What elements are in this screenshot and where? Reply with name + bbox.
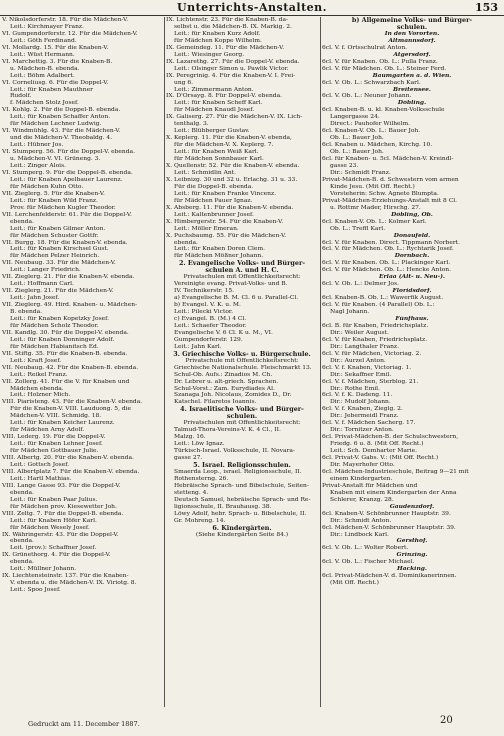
text-line: Gr. Mohreng. 14. bbox=[174, 517, 226, 524]
text-line: VIII. Albertg. 20. Für die Knaben-V. ebenda. bbox=[2, 455, 134, 462]
section-heading: schulen. bbox=[226, 413, 258, 421]
text-line: Knaben mit einem Kindergarten der Anna bbox=[330, 489, 457, 496]
text-line: VIII. Albertplatz 7. Für die Knaben-V. ebenda. bbox=[2, 468, 140, 475]
text-line: Leit.: Hoffmann Carl. bbox=[10, 281, 74, 288]
text-line: (Siehe Kindergärten Seite 84.) bbox=[195, 531, 289, 538]
text-line: Leit.: Hübner Jos. bbox=[10, 142, 64, 149]
text-line: 6cl. V. f. Ortsschulrat Anton. bbox=[322, 44, 408, 51]
text-line: Leit.: Böhm Adalbert. bbox=[10, 72, 75, 79]
text-line: Mädchen ebenda. bbox=[10, 385, 64, 392]
text-line: 6cl. V. Ob. L.: Delmer Jos. bbox=[322, 281, 399, 288]
text-line: Leit.: Göth Ferdinand. bbox=[10, 37, 77, 44]
text-line: Leit.: für Knaben Scheff Karl. bbox=[174, 100, 263, 107]
text-line: Langergasse 24. bbox=[330, 114, 380, 121]
text-line: VIII. Zeltg. 7. Für die Doppel-B. ebenda. bbox=[2, 510, 124, 517]
text-line: 6cl. V. Ob. L.: Fischer Michael. bbox=[322, 559, 415, 566]
text-line: für Mädchen Schuster Gottfr. bbox=[10, 232, 99, 239]
text-line: 6cl. Knaben u. Mädchen, Kirchg. 10. bbox=[322, 142, 433, 149]
section-heading: Gaudenzdorf. bbox=[389, 503, 435, 510]
section-heading: Dornbach. bbox=[394, 253, 430, 260]
text-line: Hebräische Sprach- und Bibelschule, Seiten- bbox=[174, 482, 309, 489]
text-line: Dir. Mayerhofer Otto. bbox=[330, 462, 395, 468]
text-line: Leit.: für Knaben Weiß Karl. bbox=[174, 149, 259, 156]
text-line: Dir.: Schmidt Franz. bbox=[330, 169, 391, 176]
text-line: VIII. Piaristeng. 43. Für die Knaben-V. ebenda. bbox=[2, 399, 143, 406]
text-line: für Mädchen Pauer Ignaz. bbox=[174, 197, 253, 204]
text-line: c) Evangel. B. (M.) 4 Cl. bbox=[174, 315, 247, 322]
text-line: Leit.: für Knaben Wild Franz. bbox=[10, 197, 98, 204]
text-line: Für die Knaben-V. VIII. Lauduong. 5, die bbox=[10, 406, 132, 413]
text-line: Leit.: Zinger Alois. bbox=[10, 163, 67, 170]
text-line: IX. Währingerstr. 43. Für die Doppel-V. bbox=[2, 531, 119, 538]
text-line: VI. Windmühlg. 43. Für die Mädchen-V. bbox=[2, 128, 121, 135]
section-heading: Atgersdorf. bbox=[393, 51, 431, 58]
page-number: 153 bbox=[475, 1, 498, 14]
text-line: 6cl. V. f. Knaben, Victoriag. 1. bbox=[322, 364, 412, 371]
text-line: 6cl. V. Ob. L.: Schwarzbach Karl. bbox=[322, 79, 421, 86]
text-line: 6cl. Knaben-V. Schönbrunner Hauptstr. 39. bbox=[322, 510, 451, 517]
text-line: VII. Lerchenfelderstr. 61. Für die Doppel-V. bbox=[2, 211, 132, 218]
text-line: 6cl. V. f. K. Dadeng. 11. bbox=[322, 392, 393, 399]
section-heading: Döbling. bbox=[397, 100, 427, 107]
print-date: Gedruckt am 11. December 1887. bbox=[28, 720, 140, 728]
text-line: Leit.: für Knaben Höfer Karl. bbox=[10, 517, 97, 524]
text-line: Leit.: für Knaben Kirschsel Gust. bbox=[10, 246, 109, 253]
text-line: 6cl. V. für Knaben. (4 Parallel) Ob. L.: bbox=[322, 302, 435, 309]
text-line: f. Mädchen Stolz Josef. bbox=[10, 100, 79, 107]
text-line: Dir.: Lindbock Karl. bbox=[330, 531, 389, 538]
text-line: 6cl. Knaben-B. u. kl. Knaben-Volksschule bbox=[322, 107, 445, 114]
text-line: einem Kindergarten. bbox=[330, 475, 393, 482]
text-line: Leit.: für Knaben Gilmer Anton. bbox=[10, 225, 106, 232]
text-line: VII. Stiftg. 35. Für die Knaben-B. ebenda. bbox=[2, 350, 128, 357]
text-line: Leit.: Zimmermann Anton. bbox=[174, 86, 254, 93]
section-heading: Fünfhaus. bbox=[395, 315, 429, 322]
text-line: 6cl. Mädchen-Industrieschule, Beitrag 9—21 mit bbox=[322, 468, 469, 475]
text-line: V. Nikolsdorferstr. 18. Für die Mädchen-V. bbox=[2, 17, 129, 23]
text-line: Friedg. 6 u. 8. (Mit Off. Recht.) bbox=[330, 441, 424, 448]
text-line: selbst u. die Mädchen-B. IX. Markig. 2. bbox=[174, 23, 292, 30]
section-heading: Erlaa (Alt- u. Neu-). bbox=[379, 274, 445, 281]
text-line: VI. Gumpendorferstr. 12. Für die Mädchen-V. bbox=[2, 30, 138, 37]
text-line: Leit.: Reikel Franz. bbox=[10, 371, 68, 378]
text-line: VI. Marchettig. 3. Für die Knaben-B. bbox=[2, 58, 113, 65]
section-heading: Floridsdorf. bbox=[392, 288, 432, 295]
section-heading: Grinzing. bbox=[396, 552, 428, 559]
text-line: Direct.: Pauhofer Wilhelm. bbox=[330, 121, 410, 128]
text-line: IX. Lichtenstr. 23. Für die Knaben-B. da- bbox=[166, 17, 288, 23]
column-divider bbox=[320, 17, 321, 707]
text-line: Dir.: Weiler August. bbox=[330, 329, 389, 336]
section-heading: 3. Griechische Volks- u. Bürgerschule. bbox=[173, 350, 311, 358]
text-line: ebenda. bbox=[10, 538, 34, 545]
text-line: VII. Zieglerg. 5. Für die Knaben-V. bbox=[2, 190, 105, 197]
text-line: Dir.: Mudolf Johann. bbox=[330, 399, 391, 406]
text-line: ebenda. bbox=[10, 218, 34, 225]
section-heading: Donaufeld. bbox=[393, 232, 431, 239]
text-line: für Mädchen Gottbauer Julie. bbox=[10, 448, 99, 455]
text-line: Smaerda Leop., israel. Religionsschule, II. bbox=[174, 468, 302, 475]
text-line: Malzg. 16. bbox=[174, 434, 206, 441]
text-line: Dir.: Langthaler Franz. bbox=[330, 343, 399, 350]
text-line: Leit.: Spoo Josef. bbox=[10, 587, 61, 594]
text-line: für Mädchen Mößner Johann. bbox=[174, 253, 264, 260]
text-line: 6cl. V. Ob. L.: Neuner Johann. bbox=[322, 93, 412, 100]
text-line: IX. Liechtensteinstr. 137. Für die Knaben- bbox=[2, 573, 129, 580]
text-line: Leit.: für Knaben Paar Julius. bbox=[10, 496, 98, 503]
text-line: Leit.: Holzner Mich. bbox=[10, 392, 71, 399]
text-line: Leit.: Wiesinger Georg. bbox=[174, 51, 245, 58]
text-line: IX. Galiserg. 27. Für die Mädchen-V. IX. Lich- bbox=[166, 114, 303, 121]
text-line: X. Leibnizg. 30 und 32 u. Erlachg. 31 u. 33. bbox=[166, 176, 298, 183]
text-line: für Mädchen Wesely Josef. bbox=[10, 524, 90, 531]
text-line: u. Mädchen-V. VI. Grüneng. 3. bbox=[10, 156, 101, 163]
section-heading: schulen A. und H. C. bbox=[205, 267, 279, 275]
text-line: X. Puchsbaumg. 55. Für die Mädchen-V. bbox=[166, 232, 287, 239]
text-line: Privat-Anstalt für Mädchen und bbox=[322, 482, 418, 489]
text-line: Leit.: Hartl Mathias. bbox=[10, 475, 72, 482]
text-line: Dir.: Rothe Emil. bbox=[330, 385, 380, 392]
text-line: Prov. für Mädchen Kugler Theodor. bbox=[10, 204, 116, 211]
text-line: 6cl. Knaben-V. Ob. L.: Bauer Joh. bbox=[322, 128, 421, 135]
page-title: Unterrichts-Anstalten. bbox=[177, 1, 327, 14]
text-line: Leit.: Wüst Hermann. bbox=[10, 51, 75, 58]
text-line: Leit.: für Knaben Apelbauer Laurenz. bbox=[10, 176, 123, 183]
text-line: 6cl. V. für Mädchen. Ob. L.: Rychtarik Josef. bbox=[322, 246, 454, 253]
page-header bbox=[0, 1, 504, 15]
text-line: Leit.: für Knaben Kurz Adolf. bbox=[174, 30, 261, 37]
text-line: IX. Grünethorg. 4. Für die Doppel-V. bbox=[2, 552, 111, 559]
text-line: IX. Lazarethg. 27. Für die Doppel-V. ebenda. bbox=[166, 58, 300, 65]
text-line: ebenda. bbox=[174, 239, 198, 246]
section-heading: schulen. bbox=[396, 23, 428, 31]
text-line: VII. Zieglerg. 21. Für die Knaben-V. ebenda. bbox=[2, 274, 135, 281]
text-line: für Mädchen Pelzer Heinrich. bbox=[10, 253, 100, 260]
section-heading: Altmannsdorf. bbox=[388, 37, 436, 44]
text-line: 6cl. V. für Knaben. Ob. L.: Plackinger Karl. bbox=[322, 260, 451, 267]
text-line: VIII. Lange Gasse 93. Für die Doppel-V. bbox=[2, 482, 121, 489]
text-line: Talmud-Thora-Vereins-V. K. 4 Cl., II. bbox=[174, 427, 281, 434]
text-line: Deutsch Samuel, hebräische Sprach- und Re- bbox=[174, 496, 311, 503]
text-line: gasse 23. bbox=[330, 163, 359, 170]
text-line: Schul-Ob. Aufs.: Zinadios M. Ch. bbox=[174, 371, 273, 378]
text-line: a) Evangelische B. M. Cl. 6 u. Parallel-Cl. bbox=[174, 295, 299, 302]
text-line: Rothensterng. 26. bbox=[174, 475, 229, 482]
text-line: Rudolf. bbox=[10, 93, 32, 100]
text-line: Leit.: für Knaben Doren Clem. bbox=[174, 246, 265, 253]
text-line: Schlerer, Kranzg. 28. bbox=[330, 496, 394, 503]
text-line: VI. Kohlg. 2. Für die Doppel-B. ebenda. bbox=[2, 107, 121, 114]
text-line: ebenda. bbox=[10, 559, 34, 566]
text-line: ebenda. bbox=[10, 489, 34, 496]
text-line: IV. Technikerstr. 15. bbox=[174, 288, 235, 295]
text-line: Leit.: Gottsch Josef. bbox=[10, 462, 70, 468]
text-line: 6cl. Privat-Mädchen-V. d. Dominikanerinnen. bbox=[322, 573, 457, 580]
text-line: Leit.: Müllner Johann. bbox=[10, 566, 77, 573]
section-heading: b) Allgemeine Volks- und Bürger- bbox=[351, 17, 473, 24]
text-line: 6cl. V. für Mädchen. Ob. L.: Steiner Ferd. bbox=[322, 65, 447, 72]
text-line: VII. Zieglerg. 49. Hird. Knaben- u. Mädchen- bbox=[2, 302, 138, 309]
text-line: X. Absberg. 11. Für die Knaben-V. ebenda. bbox=[166, 204, 294, 211]
text-line: gasse 27. bbox=[174, 455, 203, 462]
text-line: 6cl. B. für Knaben, Friedrichsplatz. bbox=[322, 322, 429, 329]
section-heading: 2. Evangelische Volks- und Bürger- bbox=[178, 260, 305, 268]
text-line: Leit.: Pilecki Victor. bbox=[174, 309, 233, 316]
text-line: ung 6. bbox=[174, 79, 194, 86]
text-line: für Mädchen Kuhn Otto. bbox=[10, 183, 84, 190]
text-line: Leit.: für Knaben Donninger Adolf. bbox=[10, 336, 115, 343]
text-line: für Mädchen Scholz Theodor. bbox=[10, 322, 99, 329]
text-line: Leit.: Schmidlin Ant. bbox=[174, 169, 236, 176]
text-line: 6cl. für Knaben- u. 5cl. Mädchen-V. Kreindl- bbox=[322, 156, 454, 163]
text-line: Leit.: Langer Friedrich. bbox=[10, 267, 81, 274]
section-heading: 6. Kindergärten. bbox=[212, 524, 272, 532]
text-line: VII. Kandlg. 30. Für die Doppel-V. ebenda. bbox=[2, 329, 129, 336]
text-line: 6cl. V. f. Knaben, Zieglg. 2. bbox=[322, 406, 403, 413]
text-line: und die Mädchen-V. Theobaldg. 4. bbox=[10, 135, 113, 142]
text-line: Leit.: für Knaben Franke Vincenz. bbox=[174, 190, 276, 197]
text-line: tenthalg. 3. bbox=[174, 121, 209, 128]
text-line: VII. Burgg. 18. Für die Knaben-V. ebenda. bbox=[2, 239, 128, 246]
text-line: Leit.: für Knaben Keicher Laurenz. bbox=[10, 420, 115, 427]
section-heading: 4. Israelitische Volks- und Bürger- bbox=[180, 406, 304, 414]
text-line: stetteng. 4. bbox=[174, 489, 209, 496]
text-line: IX. Peregrinig. 4. Für die Knaben-V. I. Frei- bbox=[166, 72, 296, 79]
text-line: Leit.: Olsinger Simon u. Pawlik Victor. bbox=[174, 65, 289, 72]
text-line: Leit.: für Knaben Kopetzky Josef. bbox=[10, 315, 109, 322]
text-line: Leit.: Jahn Josef. bbox=[10, 295, 60, 302]
text-line: X. Quellenstr. 52. Für die Knaben-V. ebenda. bbox=[166, 163, 300, 170]
text-line: VI. Mollardg. 15. Für die Knaben-V. bbox=[2, 44, 109, 51]
text-line: Katschel. Filaretos Ioannis. bbox=[174, 399, 257, 406]
text-line: Mädchen-V. VIII. Schmidg. 18. bbox=[10, 413, 102, 420]
section-heading: Gersthof. bbox=[396, 538, 428, 545]
text-line: für Mädchen Sonnbauer Karl. bbox=[174, 156, 264, 163]
text-line: Leit.: Möller Emeran. bbox=[174, 225, 239, 232]
text-line: für Mädchen Lechner Ludwig. bbox=[10, 121, 102, 128]
text-line: Leit.: Kaltenbrunner Josef. bbox=[174, 211, 254, 218]
text-column-3 bbox=[322, 17, 502, 707]
section-heading: Döbling, Ob. bbox=[391, 211, 433, 218]
text-line: 6cl. Knaben-V. Ob. L.: Kolmer Karl. bbox=[322, 218, 427, 225]
text-line: Privat-Mädchen-Erziehungs-Anstalt mit 8 Cl. bbox=[322, 197, 458, 204]
text-line: VI. Stumperg. 9. Für die Doppel-B. ebenda. bbox=[2, 169, 133, 176]
text-line: Dr. Lebrer u. alt-griech. Sprachen. bbox=[174, 378, 279, 385]
text-line: VII. Zollerg. 41. Für die V. für Knaben und bbox=[2, 378, 130, 385]
text-line: 6cl. V. Ob. L.: Wolter Robert. bbox=[322, 545, 409, 552]
text-line: 6cl. Mädchen-V. Schönbrunner Hauptstr. 39. bbox=[322, 524, 456, 531]
text-line: Leit.: für Knaben Mauthner bbox=[10, 86, 93, 93]
section-heading: In den Vororten. bbox=[384, 30, 440, 37]
text-line: (Mit Öff. Recht.) bbox=[330, 580, 379, 587]
text-line: Privatschulen mit Öffentlichkeitsrecht: bbox=[183, 420, 301, 427]
text-line: 6cl. V. für Mädchen, Victoriag. 2. bbox=[322, 350, 422, 357]
text-line: B. ebenda. bbox=[10, 309, 43, 316]
text-line: für Mädchen Habianitsch Ed. bbox=[10, 343, 99, 350]
text-column-1 bbox=[2, 17, 162, 707]
text-line: V. ebenda u. die Mädchen-V. IX. Viriotg. 8. bbox=[10, 580, 137, 587]
text-line: VII. Neubaug. 33. Für die Mädchen-V. bbox=[2, 260, 116, 267]
text-line: Leit.: für Knaben Lehner Josef. bbox=[10, 441, 103, 448]
text-line: für Mädchen Koppe Wilhelm. bbox=[174, 37, 262, 44]
text-line: 6cl. V. für Knaben, Friedrichsplatz. bbox=[322, 336, 428, 343]
text-line: X. Keplerg. 11. Für die Knaben-V. ebenda, bbox=[166, 135, 292, 142]
text-line: Leit.: Löw Ignaz. bbox=[174, 441, 225, 448]
section-heading: Breitensee. bbox=[393, 86, 431, 93]
text-line: Vorsteherin: Schw. Agnete Blumpta. bbox=[330, 190, 439, 197]
text-line: 6cl. Privat-V. Gabs. V.: (Mit Off. Recht.) bbox=[322, 455, 439, 462]
text-line: 6cl. Knaben-B. Ob. L.: Wawerfik August. bbox=[322, 295, 444, 302]
text-line: u. Mädchen-B. ebenda. bbox=[10, 65, 80, 72]
text-line: VI. Stumperg. 56. Für die Doppel-V. ebenda. bbox=[2, 149, 135, 156]
text-line: Leit.: Blübberger Gustav. bbox=[174, 128, 250, 135]
text-line: für Mädchen prov. Kiesewetter Joh. bbox=[10, 503, 117, 510]
signature-number: 20 bbox=[440, 715, 453, 726]
text-line: IX. Gemeindeg. 11. Für die Mädchen-V. bbox=[166, 44, 285, 51]
header-rule bbox=[0, 15, 504, 16]
text-line: Für die Doppel-B. ebenda. bbox=[174, 183, 254, 190]
text-line: 6cl. V. für Knaben. Ob. L.: Pulla Franz. bbox=[322, 58, 438, 65]
text-line: Ob. L.: Bauer Joh. bbox=[330, 149, 384, 156]
text-line: Gumpendorferstr. 129. bbox=[174, 336, 243, 343]
text-line: Nagl Johann. bbox=[330, 309, 370, 316]
text-line: Dir.: Tornitzer Anton. bbox=[330, 427, 394, 434]
text-line: Ob. L.: Treffl Karl. bbox=[330, 225, 386, 232]
text-line: 6cl. V. für Knaben. Direct. Tippmann Norbert. bbox=[322, 239, 460, 246]
text-line: für die Mädchen-V. X. Keplerg. 7. bbox=[174, 142, 274, 149]
text-line: Evangelische V. 6 Cl. K u. M., VI. bbox=[174, 329, 273, 336]
column-divider bbox=[164, 17, 165, 707]
text-line: ligionsschule, II. Brauhausg. 38. bbox=[174, 503, 272, 510]
text-line: Dir.: Sekaffner Emil. bbox=[330, 371, 392, 378]
text-line: Szanaga Joh. Nicolaus, Zomides D., Dr. bbox=[174, 392, 292, 399]
text-line: 6cl. V. f. Mädchen, Sterblog. 21. bbox=[322, 378, 419, 385]
text-line: 6cl. V. für Mädchen. Ob. L.: Hencke Anton. bbox=[322, 267, 452, 274]
text-line: Privatschulen mit Öffentlichkeitsrecht: bbox=[183, 274, 301, 281]
text-line: Löwy Adolf, hebr. Sprach- u. Bibelschule, II. bbox=[174, 510, 307, 517]
text-line: Ob. L.: Bauer Joh. bbox=[330, 135, 384, 142]
text-line: X. Himbergerstr. 54. Für die Knaben-V. bbox=[166, 218, 284, 225]
text-line: Griechische Nationalschule. Fleischmarkt 13. bbox=[174, 364, 312, 371]
text-line: Privat-Mädchen-B. d. Schwestern vom armen bbox=[322, 176, 459, 183]
section-heading: Hacking. bbox=[397, 566, 427, 573]
text-line: VI. Corneliusg. 6. Für die Doppel-V. bbox=[2, 79, 109, 86]
text-line: für Mädchen Knaudl Josef. bbox=[174, 107, 255, 114]
text-line: Privatschule mit Öffentlichkeitsrecht: bbox=[185, 357, 299, 364]
text-line: IX. D'Orsayg. 8. Für Doppel-V. ebenda. bbox=[166, 93, 283, 100]
text-column-2 bbox=[166, 17, 318, 707]
text-line: Leit. (prov.): Schaffner Josef. bbox=[10, 545, 97, 552]
text-line: u. Rottmr Mader, Hirschg. 27. bbox=[330, 204, 421, 211]
text-line: 6cl. Privat-Mädchen-B. der Schulschwestern, bbox=[322, 434, 459, 441]
text-line: Leit.: Kraft Josef. bbox=[10, 357, 62, 364]
text-line: 6cl. V. f. Mädchen Sacherg. 17. bbox=[322, 420, 416, 427]
text-line: für Mädchen Arny Adolf. bbox=[10, 427, 85, 434]
text-line: VII. Neubaug. 42. Für die Knaben-B. ebenda. bbox=[2, 364, 139, 371]
text-line: Türkisch-Israel. Volksschule, II. Novara- bbox=[174, 448, 295, 455]
text-line: Dir.: Jebermeidl Franz. bbox=[330, 413, 399, 420]
text-line: VIII. Lederg. 19. Für die Doppel-V. bbox=[2, 434, 106, 441]
text-line: Kinde Jesu. (Mit Off. Recht.) bbox=[330, 183, 415, 190]
text-line: Leit.: für Knaben Schaffer Anton. bbox=[10, 114, 111, 121]
text-line: Leit.: Jahn Karl. bbox=[174, 343, 222, 350]
text-line: b) Evangel. V. K. u. M. bbox=[174, 302, 241, 309]
text-line: Schul-Vorst.: Zam. Eurydiades Al. bbox=[174, 385, 275, 392]
text-line: Leit.: Schaefer Theodor. bbox=[174, 322, 247, 329]
text-line: Dir.: Schmidt Anton. bbox=[330, 517, 392, 524]
text-line: Dir.: Aurzel Anton. bbox=[330, 357, 386, 364]
text-line: VII. Zieglerg. 21. Für die Mädchen-V. bbox=[2, 288, 114, 295]
section-heading: 5. Israel. Religionsschulen. bbox=[193, 462, 291, 469]
text-line: Vereinigte evang. Privat-Volks- und B. bbox=[174, 281, 288, 288]
section-heading: Baumgarten a. d. Wien. bbox=[372, 72, 452, 79]
text-line: Leit.: Kirchmayer Franz. bbox=[10, 23, 84, 30]
text-line: Leit.: Sch. Demharter Marie. bbox=[330, 448, 417, 455]
